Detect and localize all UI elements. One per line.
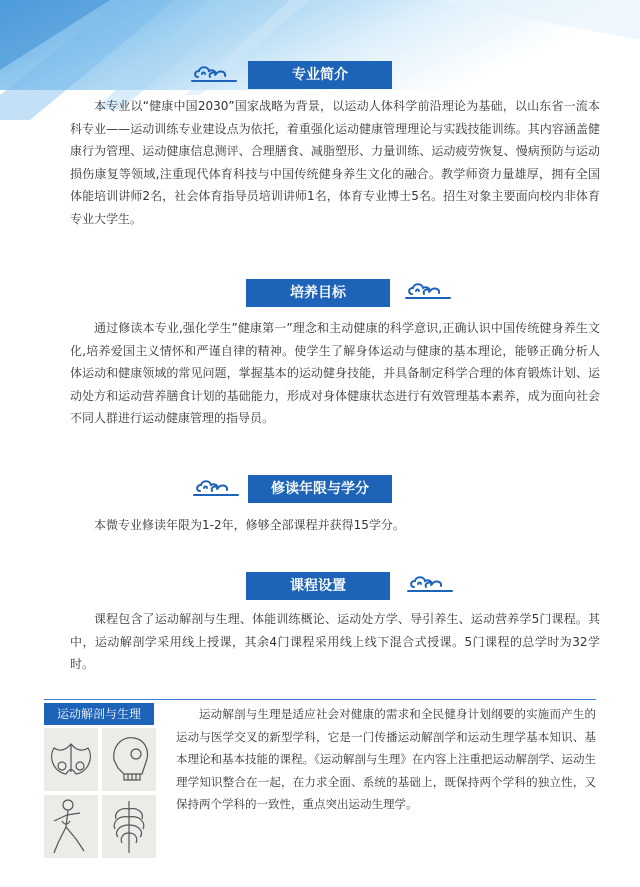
anatomy-illustrations xyxy=(44,728,156,858)
intro-paragraph: 本专业以“健康中国2030”国家战略为背景，以运动人体科学前沿理论为基础，以山东省一流本科专业——运动训练专业建设点为依托，着重强化运动健康管理理论与实践技能训练。其内容涵盖健康行为管理、运动健康信息测评、合理膳食、减脂塑形、力量训练、运动疲劳恢复、慢病预防与运动损伤康复等领域,注重现代体育科技与中国传统健身养生文化的融合。教学师资力量雄厚，拥有全国体能培训讲师2名，社会体育指导员培训讲师1名，体育专业博士5名。招生对象主要面向校内非体育专业大学生。 xyxy=(70,99,600,226)
muscle-figure-illustration-icon xyxy=(44,795,98,858)
cloud-ornament-icon xyxy=(402,280,454,302)
courses-paragraph: 课程包含了运动解剖与生理、体能训练概论、运动处方学、导引养生、运动营养学5门课程。其中，运动解剖学采用线上授课，其余4门课程采用线上线下混合式授课。5门课程的总学时为32学时。 xyxy=(70,612,600,671)
section-title-intro: 专业简介 xyxy=(248,61,392,89)
course-tag: 运动解剖与生理 xyxy=(44,703,154,725)
section-title-courses: 课程设置 xyxy=(246,572,390,600)
pelvis-illustration-icon xyxy=(44,728,98,791)
cloud-ornament-icon xyxy=(404,573,456,595)
cloud-ornament-icon xyxy=(190,477,242,499)
section-title-goal: 培养目标 xyxy=(246,279,390,307)
course-card-divider xyxy=(44,699,596,700)
ribcage-illustration-icon xyxy=(102,795,156,858)
goal-paragraph: 通过修读本专业,强化学生”健康第一”理念和主动健康的科学意识,正确认识中国传统健身养生文化,培养爱国主义情怀和严谨自律的精神。使学生了解身体运动与健康的基本理论，能够正确分析人体运动和健康领域的常见问题，掌握基本的运动健身技能，并具备制定科学合理的体育锻炼计划、运动处方和运动营养膳食计划的基础能力，形成对身体健康状态进行有效管理基本素养，成为面向社会不同人群进行运动健康管理的指导员。 xyxy=(70,321,600,425)
skull-illustration-icon xyxy=(102,728,156,791)
section-title-duration: 修读年限与学分 xyxy=(248,475,392,503)
course-description: 运动解剖与生理是适应社会对健康的需求和全民健身计划纲要的实施而产生的运动与医学交叉的新型学科，它是一门传播运动解剖学和运动生理学基本知识、基本理论和基本技能的课程。《运动解剖与生理》在内容上注重把运动解剖学、运动生理学知识整合在一起，在力求全面、系统的基础上，既保持两个学科的独立性，又保持两个学科的一致性，重点突出运动生理学。 xyxy=(176,707,596,811)
duration-paragraph: 本微专业修读年限为1-2年，修够全部课程并获得15学分。 xyxy=(94,518,405,532)
cloud-ornament-icon xyxy=(188,63,240,85)
